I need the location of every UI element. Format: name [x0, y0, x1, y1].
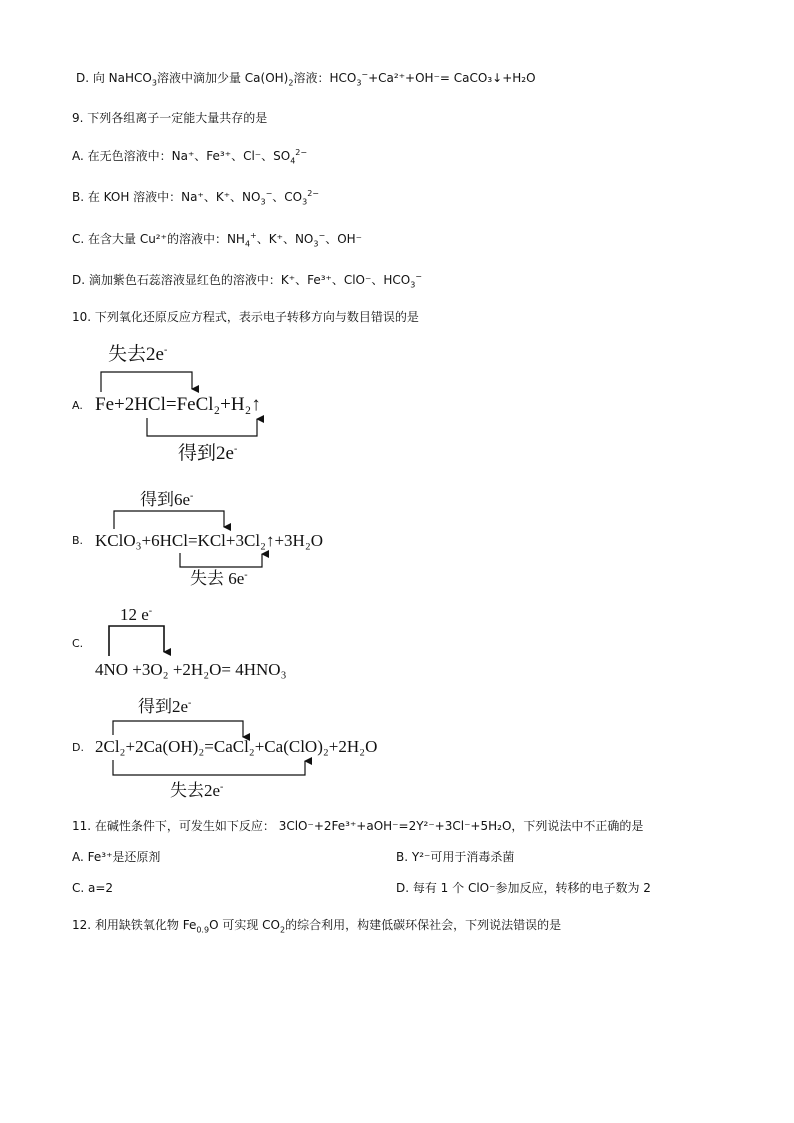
- q12-stem-post: 的综合利用，构建低碳环保社会，下列说法错误的是: [285, 918, 562, 932]
- q9-c-tail: 、OH⁻: [325, 232, 362, 246]
- q10-d-top-sup: -: [188, 697, 192, 709]
- q10-b-top-label: [140, 490, 193, 510]
- q12-stem: [72, 917, 561, 933]
- q8-d-mid2: 溶液：HCO: [293, 71, 357, 85]
- q8-d-equation: +Ca²⁺+OH⁻= CaCO₃↓+H₂O: [368, 71, 536, 85]
- q10-b-top-text: 得到6e: [140, 490, 191, 509]
- q10-d-bottom-text: 失去2e: [170, 781, 221, 800]
- q10-stem: 10. 下列氧化还原反应方程式，表示电子转移方向与数目错误的是: [72, 310, 419, 324]
- q10-c-top-sup: -: [148, 605, 153, 617]
- q10-c-mark: C.: [72, 637, 84, 650]
- q9-option-c: [72, 231, 362, 247]
- q10-c-equation: 4NO +3O₂ +2H₂O= 4HNO₃: [95, 660, 287, 679]
- q9-b-tail-sub: 3: [302, 197, 308, 207]
- q9-c-text: C. 在含大量 Cu²⁺的溶液中：NH: [72, 232, 245, 246]
- q9-c-sub: 4: [244, 239, 251, 249]
- q9-b-sub: 3: [260, 197, 266, 207]
- q9-c-sup: +: [250, 231, 257, 240]
- q10-a-equation: Fe+2HCl=FeCl₂+H₂↑: [95, 394, 261, 415]
- q10-d-equation: 2Cl₂+2Ca(OH)₂=CaCl₂+Ca(ClO)₂+2H₂O: [95, 737, 378, 756]
- q10-b-mark: B.: [72, 534, 84, 547]
- q11-stem: 11. 在碱性条件下，可发生如下反应： 3ClO⁻+2Fe³⁺+aOH⁻=2Y²⁻+3Cl⁻+5H₂O，下列说法中不正确的是: [72, 819, 644, 833]
- q12-stem-sub2: 2: [279, 925, 286, 935]
- q10-c-bracket: [109, 626, 164, 656]
- q8-d-hco-sup: −: [361, 70, 369, 79]
- q10-b-equation: KClO₃+6HCl=KCl+3Cl₂↑+3H₂O: [95, 531, 324, 550]
- q9-option-d: [72, 272, 422, 288]
- q10-a-mark: A.: [72, 399, 83, 412]
- q9-c-mid-sub: 3: [313, 239, 319, 249]
- q10-c-top-label: [120, 605, 152, 625]
- q10-d-top-text: 得到2e: [138, 697, 189, 716]
- q11-option-d: D. 每有 1 个 ClO⁻参加反应，转移的电子数为 2: [396, 881, 651, 895]
- q9-b-sup: −: [265, 189, 273, 198]
- q9-a-sup: 2−: [295, 148, 308, 157]
- q9-option-b: [72, 189, 319, 205]
- q9-a-text: A. 在无色溶液中：Na⁺、Fe³⁺、Cl⁻、SO: [72, 149, 291, 163]
- q11-option-b: B. Y²⁻可用于消毒杀菌: [396, 850, 515, 864]
- q8-d-sub: 3: [151, 78, 157, 88]
- q9-a-sub: 4: [290, 156, 296, 166]
- q12-stem-sub: 0.9: [196, 925, 210, 935]
- q10-b-bottom-label: [190, 569, 248, 589]
- q10-d-mark: D.: [72, 741, 84, 754]
- q10-d-top-label: [138, 697, 191, 717]
- q9-c-mid-sup: −: [318, 231, 326, 240]
- q12-stem-pre: 12. 利用缺铁氧化物 Fe: [72, 918, 197, 932]
- q9-d-sub: 3: [410, 280, 416, 290]
- q8-d-hco-sub: 3: [356, 78, 362, 88]
- q9-stem: 9. 下列各组离子一定能大量共存的是: [72, 111, 268, 125]
- q10-a-bottom-sup: -: [233, 443, 238, 455]
- q9-b-tail-sup: 2−: [307, 189, 319, 198]
- q10-a-top-label: [108, 345, 167, 365]
- q10-b-bottom-text: 失去 6e: [190, 569, 245, 588]
- q10-d-bottom-sup: -: [220, 781, 224, 793]
- q10-a-bottom-label: [178, 444, 237, 464]
- q8-d-sub2: 2: [288, 78, 294, 88]
- q11-option-a: A. Fe³⁺是还原剂: [72, 850, 161, 864]
- q9-d-text: D. 滴加紫色石蕊溶液显红色的溶液中：K⁺、Fe³⁺、ClO⁻、HCO: [72, 273, 411, 287]
- q9-c-mid: 、K⁺、NO: [256, 232, 314, 246]
- q12-stem-mid: O 可实现 CO: [209, 918, 280, 932]
- q9-option-a: [72, 148, 307, 164]
- q8-d-prefix: D. 向 NaHCO: [76, 71, 152, 85]
- q9-b-text: B. 在 KOH 溶液中：Na⁺、K⁺、NO: [72, 190, 261, 204]
- q11-option-c: C. a=2: [72, 881, 114, 895]
- q10-a-top-sup: -: [163, 344, 168, 356]
- q10-d-bottom-label: [170, 781, 223, 801]
- q10-a-top-text: 失去2e: [108, 344, 164, 365]
- q10-c-top-text: 12 e: [120, 605, 149, 624]
- q10-b-top-sup: -: [190, 490, 194, 502]
- q10-a-bottom-text: 得到2e: [178, 443, 234, 464]
- q8-option-d: [76, 70, 536, 86]
- q9-b-tail: 、CO: [272, 190, 303, 204]
- q9-d-sup: −: [415, 272, 422, 281]
- q10-b-bottom-sup: -: [244, 569, 248, 581]
- q8-d-mid: 溶液中滴加少量 Ca(OH): [156, 71, 289, 85]
